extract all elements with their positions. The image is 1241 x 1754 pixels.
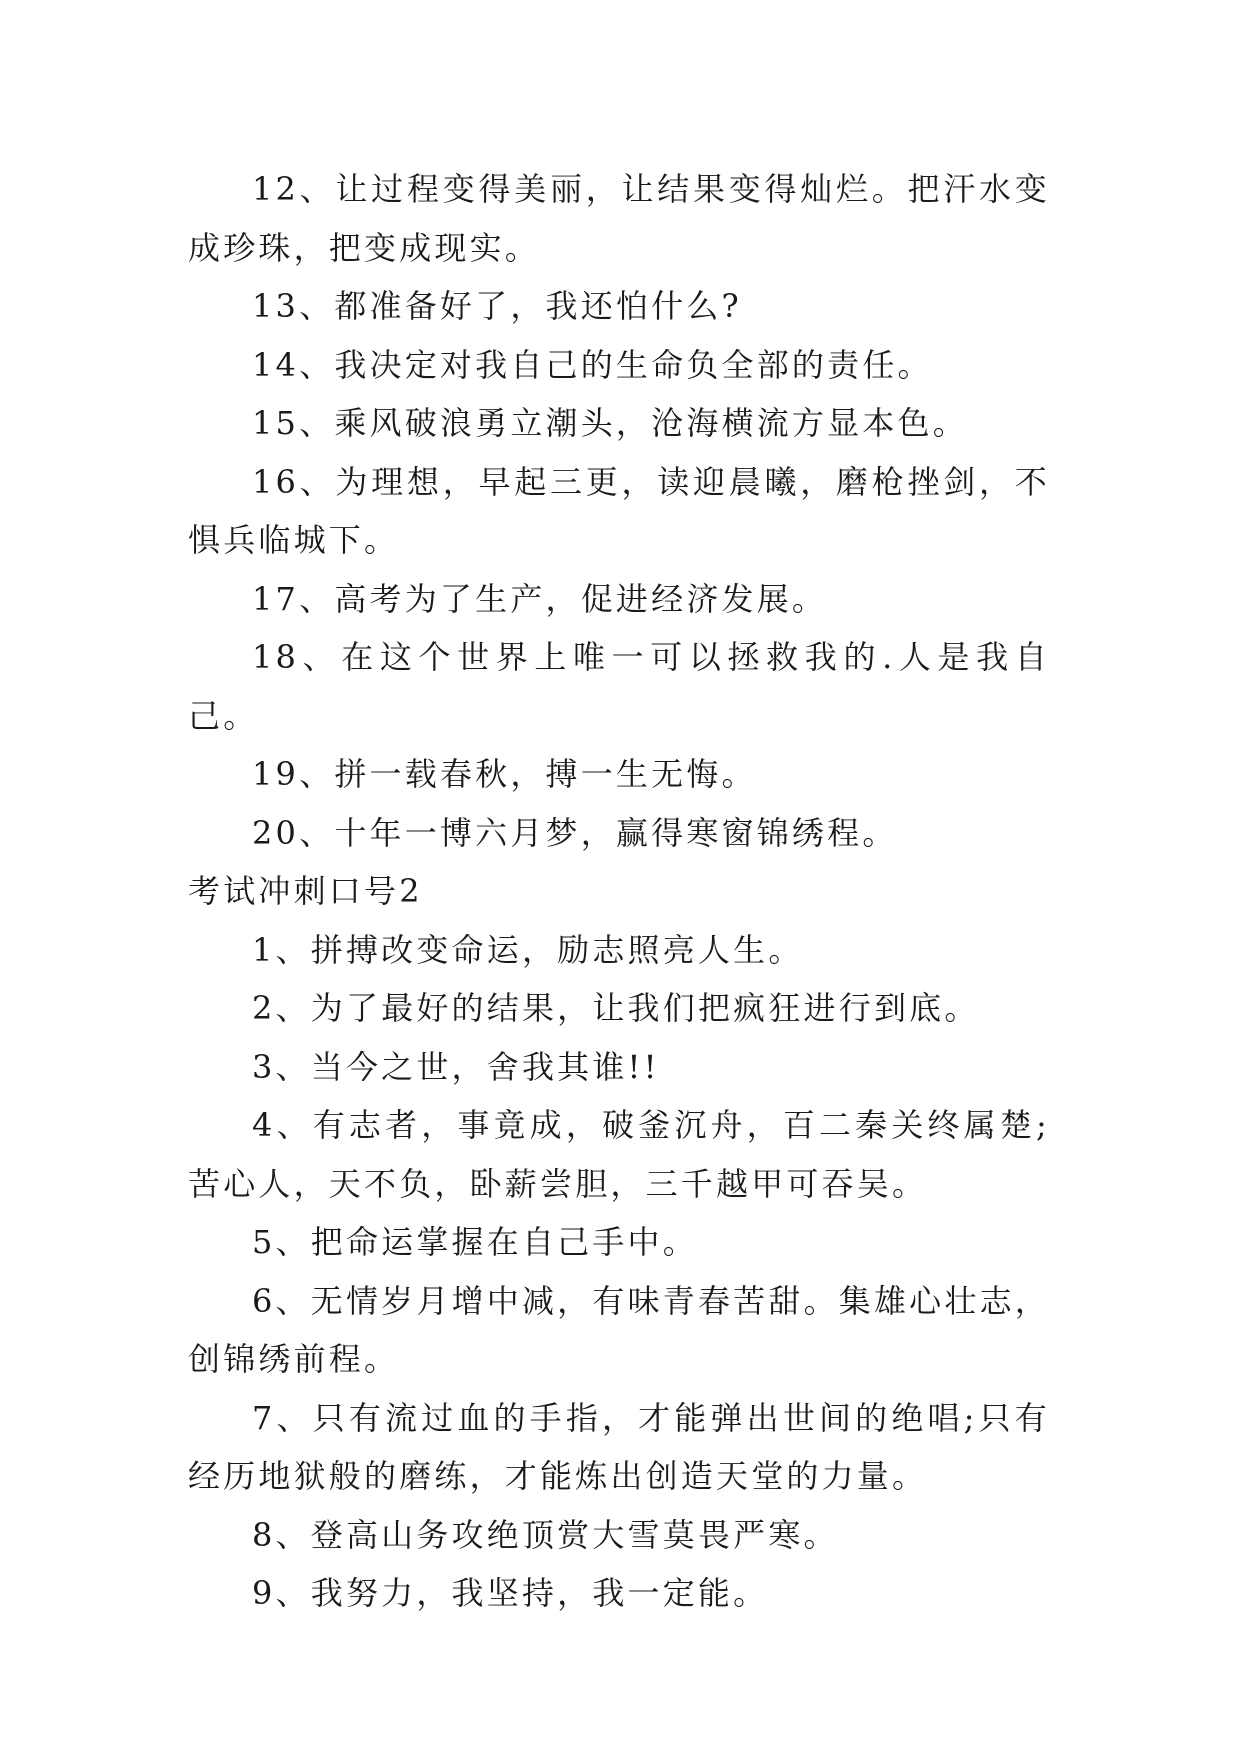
list-item: 9、我努力，我坚持，我一定能。 bbox=[252, 1574, 769, 1612]
section-heading: 考试冲刺口号2 bbox=[188, 872, 423, 910]
list-item: 12、让过程变得美丽，让结果变得灿烂。把汗水变成珍珠，把变成现实。 bbox=[188, 170, 1050, 267]
list-item: 15、乘风破浪勇立潮头，沧海横流方显本色。 bbox=[252, 404, 968, 442]
list-item: 5、把命运掌握在自己手中。 bbox=[252, 1223, 698, 1261]
list-item: 18、在这个世界上唯一可以拯救我的.人是我自己。 bbox=[188, 638, 1050, 735]
list-item: 1、拼搏改变命运，励志照亮人生。 bbox=[252, 930, 804, 969]
list-item: 8、登高山务攻绝顶赏大雪莫畏严寒。 bbox=[252, 1515, 839, 1554]
list-item: 19、拼一载春秋，搏一生无悔。 bbox=[252, 755, 757, 793]
list-item: 13、都准备好了，我还怕什么? bbox=[252, 287, 742, 325]
list-item: 6、无情岁月增中减，有味青春苦甜。集雄心壮志，创锦绣前程。 bbox=[188, 1281, 1050, 1378]
document-body bbox=[188, 160, 1050, 1623]
list-item: 7、只有流过血的手指，才能弹出世间的绝唱;只有经历地狱般的磨练，才能炼出创造天堂的力量。 bbox=[188, 1398, 1050, 1495]
list-item: 16、为理想，早起三更，读迎晨曦，磨枪挫剑，不惧兵临城下。 bbox=[188, 462, 1050, 559]
list-item: 20、十年一博六月梦，赢得寒窗锦绣程。 bbox=[252, 813, 898, 852]
list-item: 2、为了最好的结果，让我们把疯狂进行到底。 bbox=[252, 989, 980, 1027]
list-item: 14、我决定对我自己的生命负全部的责任。 bbox=[252, 345, 933, 384]
list-item: 3、当今之世，舍我其谁!! bbox=[252, 1047, 660, 1086]
list-item: 17、高考为了生产，促进经济发展。 bbox=[252, 579, 828, 618]
list-item: 4、有志者，事竟成，破釜沉舟，百二秦关终属楚;苦心人，天不负，卧薪尝胆，三千越甲可吞吴。 bbox=[188, 1106, 1050, 1203]
